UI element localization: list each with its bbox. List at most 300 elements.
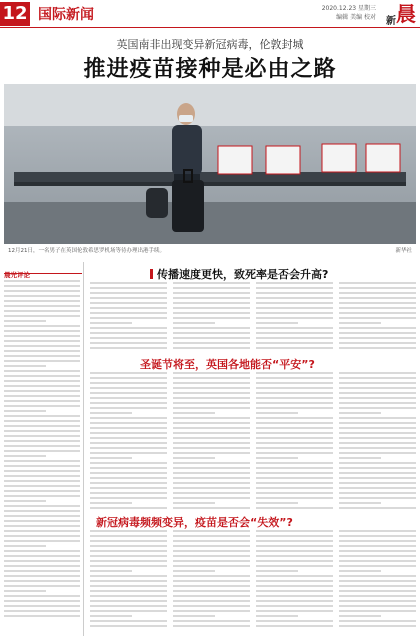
placeholder-line — [256, 492, 333, 494]
placeholder-line — [4, 450, 80, 452]
placeholder-line — [256, 482, 333, 484]
placeholder-line — [339, 312, 416, 314]
placeholder-line — [90, 392, 167, 394]
placeholder-line — [339, 550, 416, 552]
unreadable-text-column — [173, 530, 250, 630]
placeholder-line — [4, 295, 80, 297]
placeholder-line — [4, 445, 80, 447]
placeholder-line — [256, 442, 333, 444]
placeholder-line — [256, 610, 333, 612]
placeholder-line — [256, 307, 333, 309]
unreadable-text-column — [90, 372, 167, 512]
placeholder-line — [339, 287, 416, 289]
placeholder-line — [90, 422, 167, 424]
article-3-body-unreadable — [90, 530, 416, 634]
placeholder-line — [90, 487, 167, 489]
placeholder-line — [339, 447, 416, 449]
placeholder-line — [256, 535, 333, 537]
placeholder-line — [339, 372, 416, 374]
placeholder-line — [256, 457, 298, 459]
placeholder-line — [4, 550, 80, 552]
placeholder-line — [256, 322, 298, 324]
publication-info — [322, 4, 376, 22]
placeholder-line — [4, 535, 80, 537]
placeholder-line — [339, 342, 416, 344]
placeholder-line — [256, 550, 333, 552]
placeholder-line — [339, 437, 416, 439]
placeholder-line — [4, 460, 80, 462]
commentary-sidebar — [4, 262, 84, 636]
unreadable-text-column — [256, 372, 333, 512]
placeholder-line — [90, 427, 167, 429]
placeholder-line — [4, 530, 80, 532]
placeholder-line — [4, 475, 80, 477]
placeholder-line — [173, 580, 250, 582]
placeholder-line — [173, 397, 250, 399]
placeholder-line — [90, 292, 167, 294]
placeholder-line — [90, 550, 167, 552]
placeholder-line — [256, 545, 333, 547]
placeholder-line — [173, 417, 250, 419]
placeholder-line — [4, 465, 80, 467]
section-name: 国际新闻 — [38, 7, 94, 23]
article-1-body-unreadable — [90, 282, 416, 352]
placeholder-line — [90, 570, 132, 572]
placeholder-line — [90, 397, 167, 399]
placeholder-line — [339, 560, 416, 562]
placeholder-line — [4, 415, 80, 417]
placeholder-line — [4, 605, 80, 607]
placeholder-line — [339, 610, 416, 612]
placeholder-line — [90, 502, 132, 504]
placeholder-line — [4, 565, 80, 567]
row-of-seats — [14, 172, 406, 186]
placeholder-line — [256, 575, 333, 577]
placeholder-line — [256, 625, 333, 627]
placeholder-line — [173, 292, 250, 294]
placeholder-line — [4, 380, 80, 382]
placeholder-line — [4, 520, 80, 522]
placeholder-line — [173, 590, 250, 592]
placeholder-line — [90, 477, 167, 479]
placeholder-line — [4, 320, 46, 322]
placeholder-line — [339, 585, 416, 587]
placeholder-line — [256, 327, 333, 329]
placeholder-line — [173, 422, 250, 424]
placeholder-line — [90, 342, 167, 344]
placeholder-line — [90, 452, 167, 454]
placeholder-line — [4, 340, 80, 342]
placeholder-line — [90, 437, 167, 439]
placeholder-line — [256, 507, 333, 509]
placeholder-line — [173, 477, 250, 479]
placeholder-line — [339, 605, 416, 607]
placeholder-line — [173, 497, 250, 499]
placeholder-line — [90, 387, 167, 389]
placeholder-line — [256, 615, 298, 617]
placeholder-line — [256, 297, 333, 299]
placeholder-line — [4, 305, 80, 307]
placeholder-line — [256, 412, 298, 414]
placeholder-line — [256, 530, 333, 532]
placeholder-line — [173, 507, 250, 509]
article-2-heading — [140, 356, 315, 372]
placeholder-line — [256, 452, 333, 454]
placeholder-line — [256, 372, 333, 374]
placeholder-line — [4, 430, 80, 432]
placeholder-line — [173, 322, 215, 324]
placeholder-line — [339, 477, 416, 479]
article-2-heading-text: 圣诞节将至，英国各地能否“平安”? — [140, 358, 315, 371]
logo-prefix: 新 — [386, 16, 396, 27]
logo-character: 晨 — [396, 2, 416, 26]
placeholder-line — [339, 497, 416, 499]
news-photo — [4, 84, 416, 244]
placeholder-line — [4, 420, 80, 422]
placeholder-line — [256, 392, 333, 394]
placeholder-line — [173, 615, 215, 617]
placeholder-line — [4, 350, 80, 352]
placeholder-line — [339, 565, 416, 567]
placeholder-line — [256, 337, 333, 339]
placeholder-line — [256, 312, 333, 314]
placeholder-line — [173, 600, 250, 602]
placeholder-line — [256, 497, 333, 499]
placeholder-line — [339, 402, 416, 404]
placeholder-line — [339, 467, 416, 469]
placeholder-line — [173, 412, 215, 414]
placeholder-line — [90, 530, 167, 532]
placeholder-line — [339, 600, 416, 602]
heading-marker — [150, 269, 153, 279]
placeholder-line — [4, 595, 80, 597]
unreadable-text-column — [339, 282, 416, 352]
placeholder-line — [339, 392, 416, 394]
placeholder-line — [339, 377, 416, 379]
placeholder-line — [256, 447, 333, 449]
placeholder-line — [4, 435, 80, 437]
placeholder-line — [339, 570, 381, 572]
unreadable-text-column — [339, 372, 416, 512]
placeholder-line — [256, 292, 333, 294]
placeholder-line — [90, 377, 167, 379]
placeholder-line — [256, 427, 333, 429]
placeholder-line — [90, 605, 167, 607]
photo-credit: 新华社 — [395, 248, 412, 254]
placeholder-line — [90, 620, 167, 622]
placeholder-line — [173, 317, 250, 319]
placeholder-line — [173, 377, 250, 379]
placeholder-line — [173, 372, 250, 374]
placeholder-line — [173, 437, 250, 439]
placeholder-line — [339, 615, 381, 617]
placeholder-line — [256, 620, 333, 622]
unreadable-text-column — [173, 372, 250, 512]
placeholder-line — [90, 610, 167, 612]
placeholder-line — [4, 540, 80, 542]
placeholder-line — [90, 507, 167, 509]
placeholder-line — [173, 442, 250, 444]
placeholder-line — [339, 580, 416, 582]
caption-text: 12月21日，一名男子在英国伦敦希思罗机场等待办理出港手续。 — [8, 248, 165, 254]
placeholder-line — [4, 480, 80, 482]
placeholder-line — [339, 482, 416, 484]
placeholder-line — [339, 322, 381, 324]
placeholder-line — [90, 585, 167, 587]
placeholder-line — [4, 385, 80, 387]
placeholder-line — [90, 540, 167, 542]
sidebar-title: 晨光评论 — [4, 271, 30, 279]
placeholder-line — [4, 300, 80, 302]
placeholder-line — [4, 485, 80, 487]
masthead — [0, 0, 420, 28]
placeholder-line — [339, 347, 416, 349]
placeholder-line — [4, 590, 46, 592]
placeholder-line — [339, 625, 416, 627]
placeholder-line — [339, 292, 416, 294]
placeholder-line — [339, 337, 416, 339]
placeholder-line — [173, 392, 250, 394]
placeholder-line — [256, 347, 333, 349]
placeholder-line — [256, 422, 333, 424]
placeholder-line — [4, 280, 80, 282]
placeholder-line — [256, 332, 333, 334]
publication-date: 2020.12.23 星期三 — [321, 5, 376, 12]
placeholder-line — [90, 595, 167, 597]
placeholder-line — [339, 387, 416, 389]
placeholder-line — [90, 565, 167, 567]
placeholder-line — [90, 302, 167, 304]
placeholder-line — [339, 442, 416, 444]
placeholder-line — [4, 490, 80, 492]
placeholder-line — [4, 365, 46, 367]
placeholder-line — [90, 497, 167, 499]
placeholder-line — [90, 615, 132, 617]
placeholder-line — [339, 620, 416, 622]
placeholder-line — [173, 620, 250, 622]
placeholder-line — [339, 307, 416, 309]
placeholder-line — [173, 407, 250, 409]
placeholder-line — [256, 570, 298, 572]
placeholder-line — [256, 487, 333, 489]
placeholder-line — [339, 422, 416, 424]
placeholder-line — [256, 402, 333, 404]
placeholder-line — [339, 457, 381, 459]
placeholder-line — [4, 570, 80, 572]
placeholder-line — [173, 387, 250, 389]
placeholder-line — [256, 282, 333, 284]
placeholder-line — [173, 605, 250, 607]
placeholder-line — [256, 605, 333, 607]
placeholder-line — [90, 535, 167, 537]
placeholder-line — [90, 322, 132, 324]
placeholder-line — [4, 325, 80, 327]
placeholder-line — [173, 487, 250, 489]
placeholder-line — [173, 555, 250, 557]
placeholder-line — [90, 312, 167, 314]
unreadable-text-column — [256, 282, 333, 352]
placeholder-line — [339, 540, 416, 542]
unreadable-text-column — [90, 530, 167, 630]
placeholder-line — [4, 290, 80, 292]
placeholder-line — [4, 395, 80, 397]
placeholder-line — [256, 317, 333, 319]
placeholder-line — [173, 625, 250, 627]
unreadable-text-column — [256, 530, 333, 630]
placeholder-line — [339, 472, 416, 474]
placeholder-line — [4, 555, 80, 557]
placeholder-line — [90, 575, 167, 577]
placeholder-line — [4, 495, 80, 497]
placeholder-line — [4, 515, 80, 517]
placeholder-line — [173, 337, 250, 339]
placeholder-line — [256, 477, 333, 479]
sidebar-header — [4, 262, 82, 279]
placeholder-line — [173, 307, 250, 309]
placeholder-line — [256, 502, 298, 504]
placeholder-line — [173, 302, 250, 304]
placeholder-line — [339, 535, 416, 537]
placeholder-line — [90, 317, 167, 319]
placeholder-line — [90, 382, 167, 384]
placeholder-line — [173, 312, 250, 314]
placeholder-line — [339, 297, 416, 299]
placeholder-line — [173, 585, 250, 587]
backpack-icon — [146, 188, 168, 218]
placeholder-line — [4, 335, 80, 337]
placeholder-line — [339, 545, 416, 547]
placeholder-line — [339, 282, 416, 284]
placeholder-line — [90, 447, 167, 449]
placeholder-line — [173, 287, 250, 289]
article-3-heading — [96, 514, 293, 530]
placeholder-line — [173, 502, 215, 504]
placeholder-line — [173, 472, 250, 474]
unreadable-text-column — [90, 282, 167, 352]
placeholder-line — [256, 387, 333, 389]
placeholder-line — [90, 347, 167, 349]
main-headline: 推进疫苗接种是必由之路 — [83, 57, 337, 82]
placeholder-line — [4, 400, 80, 402]
placeholder-line — [173, 327, 250, 329]
placeholder-line — [339, 417, 416, 419]
placeholder-line — [90, 287, 167, 289]
editor-credits: 编辑 美编 校对 — [336, 14, 376, 21]
placeholder-line — [173, 550, 250, 552]
placeholder-line — [4, 425, 80, 427]
placeholder-line — [90, 407, 167, 409]
placeholder-line — [339, 462, 416, 464]
placeholder-line — [339, 302, 416, 304]
article-1-heading-text: 传播速度更快，致死率是否会升高? — [157, 268, 329, 281]
placeholder-line — [173, 560, 250, 562]
placeholder-line — [4, 525, 80, 527]
placeholder-line — [173, 535, 250, 537]
placeholder-line — [4, 545, 46, 547]
placeholder-line — [4, 575, 80, 577]
placeholder-line — [90, 482, 167, 484]
placeholder-line — [90, 337, 167, 339]
placeholder-line — [90, 327, 167, 329]
placeholder-line — [339, 590, 416, 592]
placeholder-line — [90, 560, 167, 562]
headline-kicker: 英国南非出现变异新冠病毒，伦敦封城 — [116, 38, 304, 51]
placeholder-line — [256, 585, 333, 587]
placeholder-line — [90, 580, 167, 582]
placeholder-line — [4, 330, 80, 332]
placeholder-line — [339, 555, 416, 557]
placeholder-line — [4, 355, 80, 357]
placeholder-line — [4, 285, 80, 287]
placeholder-line — [90, 432, 167, 434]
placeholder-line — [173, 545, 250, 547]
placeholder-line — [4, 600, 80, 602]
placeholder-line — [173, 282, 250, 284]
unreadable-text-column — [339, 530, 416, 630]
placeholder-line — [256, 467, 333, 469]
placeholder-line — [339, 487, 416, 489]
placeholder-line — [4, 455, 46, 457]
placeholder-line — [173, 462, 250, 464]
placeholder-line — [256, 342, 333, 344]
placeholder-line — [90, 412, 132, 414]
placeholder-line — [4, 310, 80, 312]
placeholder-line — [339, 507, 416, 509]
placeholder-line — [173, 610, 250, 612]
placeholder-line — [90, 332, 167, 334]
placeholder-line — [90, 402, 167, 404]
placeholder-line — [90, 282, 167, 284]
placeholder-line — [339, 452, 416, 454]
placeholder-line — [256, 382, 333, 384]
placeholder-line — [173, 402, 250, 404]
placeholder-line — [90, 590, 167, 592]
placeholder-line — [256, 377, 333, 379]
placeholder-line — [173, 332, 250, 334]
placeholder-line — [90, 492, 167, 494]
placeholder-line — [256, 595, 333, 597]
article-3-heading-text: 新冠病毒频频变异，疫苗是否会“失效”? — [96, 516, 293, 529]
placeholder-line — [90, 625, 167, 627]
placeholder-line — [173, 467, 250, 469]
placeholder-line — [4, 505, 80, 507]
placeholder-line — [173, 432, 250, 434]
placeholder-line — [4, 510, 80, 512]
placeholder-line — [339, 412, 381, 414]
placeholder-line — [256, 417, 333, 419]
unreadable-text-column — [4, 280, 80, 620]
placeholder-line — [90, 417, 167, 419]
placeholder-line — [4, 470, 80, 472]
placeholder-line — [256, 397, 333, 399]
placeholder-line — [4, 410, 46, 412]
placeholder-line — [339, 530, 416, 532]
placeholder-line — [256, 590, 333, 592]
placeholder-line — [90, 555, 167, 557]
placeholder-line — [173, 570, 215, 572]
placeholder-line — [90, 442, 167, 444]
unreadable-text-column — [173, 282, 250, 352]
placeholder-line — [4, 440, 80, 442]
placeholder-line — [4, 390, 80, 392]
placeholder-line — [4, 610, 80, 612]
placeholder-line — [256, 580, 333, 582]
placeholder-line — [90, 600, 167, 602]
placeholder-line — [4, 615, 80, 617]
placeholder-line — [4, 580, 80, 582]
placeholder-line — [173, 347, 250, 349]
placeholder-line — [256, 432, 333, 434]
